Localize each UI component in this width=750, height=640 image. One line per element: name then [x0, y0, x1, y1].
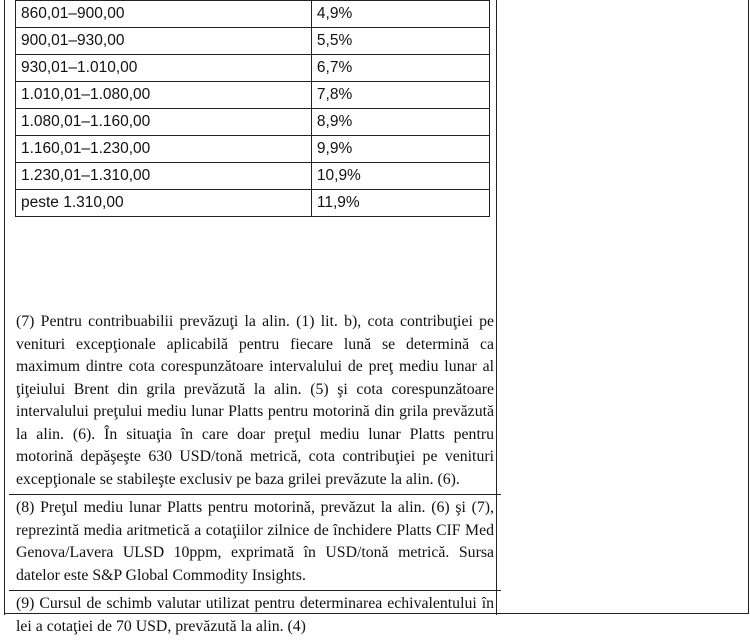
rate-cell: 8,9% [311, 109, 489, 136]
paragraphs [13, 311, 497, 640]
paragraph-8: (8) Preţul mediu lunar Platts pentru motorină, prevăzut la alin. (6) şi (7), reprezintă media aritmetică a cotaţiilor zilnice de închidere Platts CIF Med Genova/Lavera ULSD 10ppm, exprimată în USD/tonă metrică. Sursa datelor este S&P Global Commodity Insights. [16, 499, 494, 584]
interval-cell: 1.080,01–1.160,00 [16, 109, 312, 136]
interval-cell: 1.230,01–1.310,00 [16, 163, 312, 190]
interval-cell: 860,01–900,00 [16, 1, 312, 28]
rate-cell: 10,9% [311, 163, 489, 190]
rate-cell: 9,9% [311, 136, 489, 163]
paragraph-7: (7) Pentru contribuabilii prevăzuţi la alin. (1) lit. b), cota contribuţiei pe venituri excepţionale aplicabilă pentru fiecare lună se determină ca maximum dintre cota corespunzătoare intervalului de preţ mediu lunar al ţiţeiului Brent din grila prevăzută la alin. (5) şi cota corespunzătoare intervalului preţului mediu lunar Platts pentru motorină din grila prevăzută la alin. (6). În situaţia în care doar preţul mediu lunar Platts pentru motorină depăşeşte 630 USD/tonă metrică, cota contribuţiei pe venituri excepţionale se stabileşte exclusiv pe baza grilei prevăzute la alin. (6). [16, 313, 494, 488]
interval-cell: 1.010,01–1.080,00 [16, 82, 312, 109]
rate-cell: 6,7% [311, 55, 489, 82]
interval-cell: peste 1.310,00 [16, 190, 312, 217]
table-row [16, 55, 490, 82]
price-rate-grid [15, 0, 490, 217]
table-row [16, 109, 490, 136]
table-row [16, 1, 490, 28]
interval-cell: 930,01–1.010,00 [16, 55, 312, 82]
divider [9, 494, 501, 495]
table-row [16, 190, 490, 217]
rate-cell: 5,5% [311, 28, 489, 55]
paragraph-9: (9) Cursul de schimb valutar utilizat pentru determinarea echivalentului în lei a cotaţiei de 70 USD, prevăzută la alin. (4) [16, 595, 494, 635]
left-column [4, 0, 497, 635]
rate-cell: 7,8% [311, 82, 489, 109]
interval-cell: 900,01–930,00 [16, 28, 312, 55]
interval-cell: 1.160,01–1.230,00 [16, 136, 312, 163]
divider [9, 590, 501, 591]
table-row [16, 136, 490, 163]
table-row [16, 163, 490, 190]
table-row [16, 82, 490, 109]
rate-cell: 11,9% [311, 190, 489, 217]
rate-cell: 4,9% [311, 1, 489, 28]
table-row [16, 28, 490, 55]
